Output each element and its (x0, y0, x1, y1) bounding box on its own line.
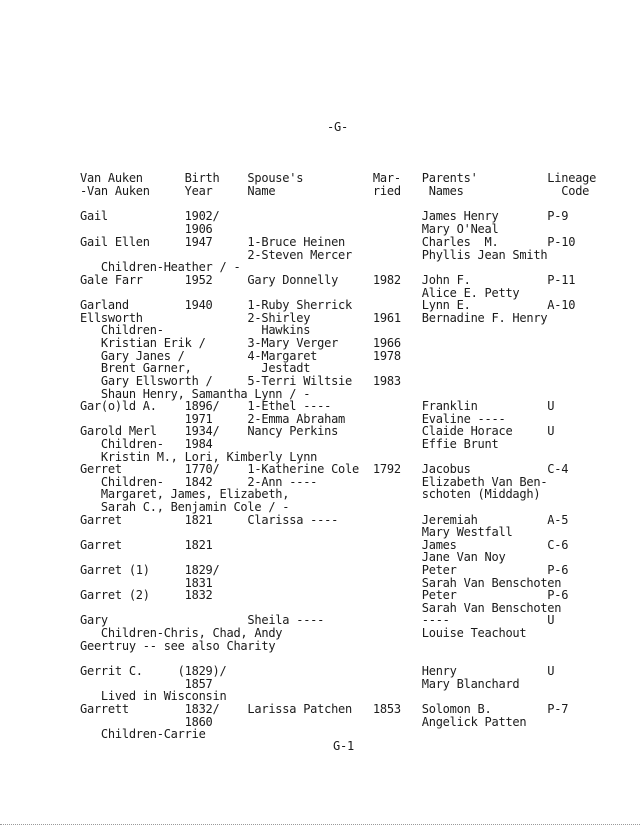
record-line: 1971 2-Emma Abraham Evaline ---- (80, 412, 506, 426)
record-line: Kristian Erik / 3-Mary Verger 1966 (80, 336, 401, 350)
record-line: Kristin M., Lori, Kimberly Lynn (80, 450, 318, 464)
record-line: Sarah C., Benjamin Cole / - (80, 500, 290, 514)
record-line: Mary Westfall (80, 525, 513, 539)
record-line: 1857 Mary Blanchard (80, 677, 520, 691)
record-line: Garold Merl 1934/ Nancy Perkins Claide Horace U (80, 424, 555, 438)
record-line: Gail Ellen 1947 1-Bruce Heinen Charles M. P-10 (80, 235, 576, 249)
record-line: Garland 1940 1-Ruby Sherrick Lynn E. A-10 (80, 298, 576, 312)
record-line: Shaun Henry, Samantha Lynn / - (80, 387, 311, 401)
record-line: 1860 Angelick Patten (80, 715, 527, 729)
record-line: Lived in Wisconsin (80, 689, 227, 703)
table-header-line-2: -Van Auken Year Name ried Names Code (80, 184, 590, 198)
record-line: Ellsworth 2-Shirley 1961 Bernadine F. Henry (80, 311, 548, 325)
record-line: 2-Steven Mercer Phyllis Jean Smith (80, 248, 548, 262)
record-line: Gerret 1770/ 1-Katherine Cole 1792 Jacobus C-4 (80, 462, 569, 476)
record-line: Geertruy -- see also Charity (80, 639, 276, 653)
record-line: Garret (1) 1829/ Peter P-6 (80, 563, 569, 577)
record-line: Gar(o)ld A. 1896/ 1-Ethel ---- Franklin U (80, 399, 555, 413)
page-title: -G- (327, 120, 348, 134)
record-line: Children- 1842 2-Ann ---- Elizabeth Van Ben- (80, 475, 548, 489)
record-line: Alice E. Petty (80, 286, 520, 300)
record-line: Children-Chris, Chad, Andy Louise Teachout (80, 626, 527, 640)
table-header-line-1: Van Auken Birth Spouse's Mar- Parents' Lineage (80, 171, 597, 185)
record-line: 1906 Mary O'Neal (80, 222, 499, 236)
record-line: Children- 1984 Effie Brunt (80, 437, 499, 451)
record-line: Garret 1821 James C-6 (80, 538, 569, 552)
scan-edge-line (0, 824, 640, 825)
record-line: Gale Farr 1952 Gary Donnelly 1982 John F. P-11 (80, 273, 576, 287)
record-line: Garret (2) 1832 Peter P-6 (80, 588, 569, 602)
page-footer: G-1 (333, 739, 354, 753)
record-line: Gail 1902/ James Henry P-9 (80, 209, 569, 223)
record-line: Gary Sheila ---- ---- U (80, 613, 555, 627)
record-line: Gerrit C. (1829)/ Henry U (80, 664, 555, 678)
record-line: Jane Van Noy (80, 550, 506, 564)
record-line: Garrett 1832/ Larissa Patchen 1853 Solomon B. P-7 (80, 702, 569, 716)
record-line: Children- Hawkins (80, 323, 311, 337)
record-line: Garret 1821 Clarissa ---- Jeremiah A-5 (80, 513, 569, 527)
record-line: 1831 Sarah Van Benschoten (80, 576, 562, 590)
record-line: Sarah Van Benschoten (80, 601, 562, 615)
record-line: Margaret, James, Elizabeth, schoten (Middagh) (80, 487, 541, 501)
record-line: Children-Carrie (80, 727, 206, 741)
record-line: Children-Heather / - (80, 260, 241, 274)
record-line: Gary Janes / 4-Margaret 1978 (80, 349, 401, 363)
record-line: Brent Garner, Jestadt (80, 361, 311, 375)
record-line: Gary Ellsworth / 5-Terri Wiltsie 1983 (80, 374, 401, 388)
